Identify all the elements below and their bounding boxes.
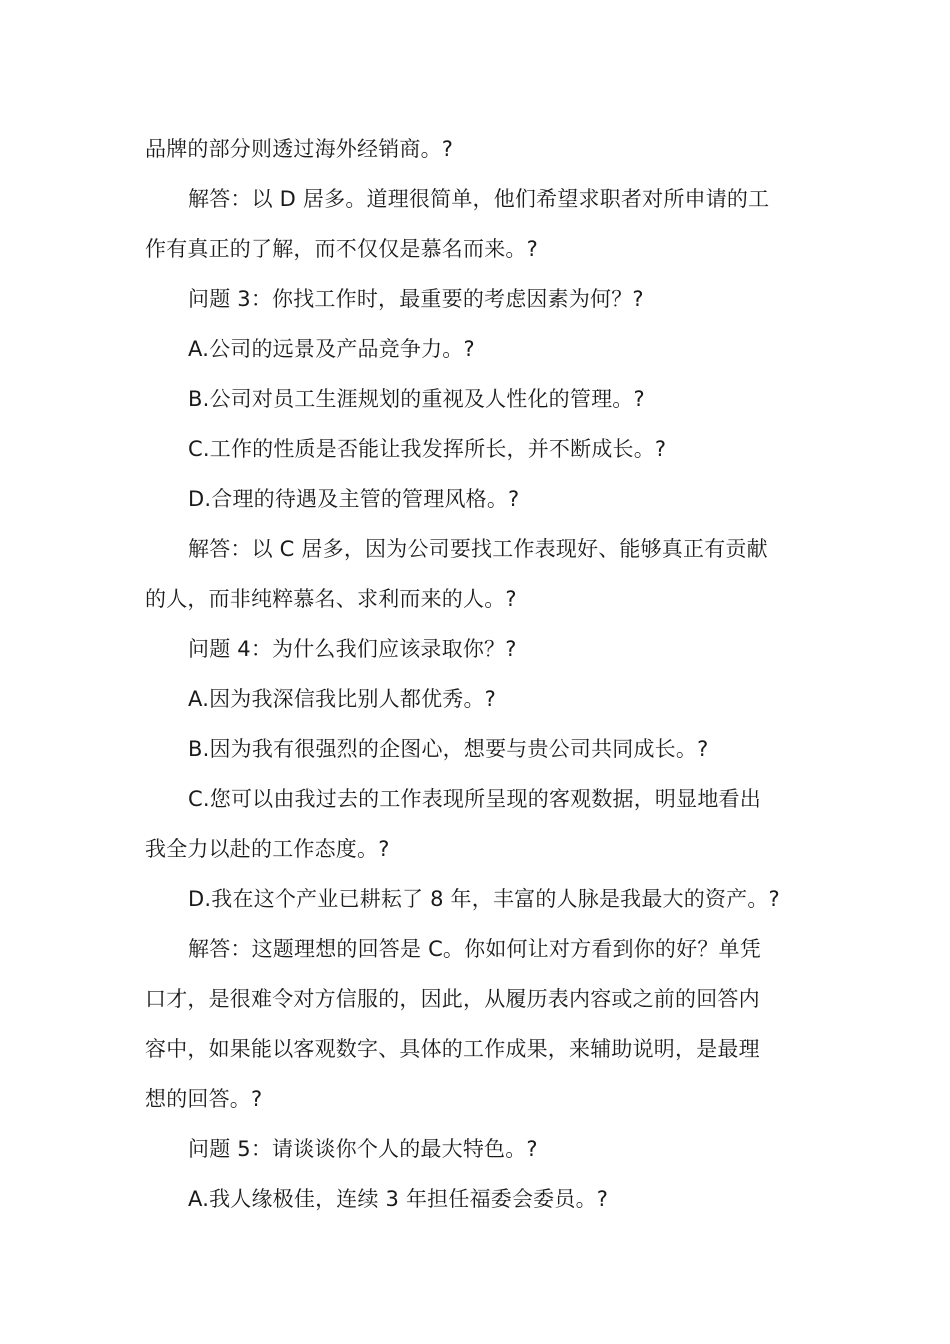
text-line: 作有真正的了解，而不仅仅是慕名而来。? bbox=[145, 237, 538, 261]
answer-paragraph-line: 解答：这题理想的回答是 C。你如何让对方看到你的好？单凭 bbox=[188, 937, 761, 961]
option-c: C.工作的性质是否能让我发挥所长，并不断成长。? bbox=[188, 437, 667, 461]
option-b: B.公司对员工生涯规划的重视及人性化的管理。? bbox=[188, 387, 645, 411]
question-heading: 问题 4：为什么我们应该录取你？? bbox=[188, 637, 517, 661]
text-line: 口才，是很难令对方信服的，因此，从履历表内容或之前的回答内 bbox=[145, 987, 760, 1011]
question-heading: 问题 5：请谈谈你个人的最大特色。? bbox=[188, 1137, 538, 1161]
option-a: A.公司的远景及产品竞争力。? bbox=[188, 337, 475, 361]
text-line: 的人，而非纯粹慕名、求利而来的人。? bbox=[145, 587, 517, 611]
option-a: A.因为我深信我比别人都优秀。? bbox=[188, 687, 497, 711]
option-b: B.因为我有很强烈的企图心，想要与贵公司共同成长。? bbox=[188, 737, 709, 761]
text-line: 想的回答。? bbox=[145, 1087, 263, 1111]
option-d: D.我在这个产业已耕耘了 8 年，丰富的人脉是我最大的资产。? bbox=[188, 887, 780, 911]
text-line: 我全力以赴的工作态度。? bbox=[145, 837, 390, 861]
option-a: A.我人缘极佳，连续 3 年担任福委会委员。? bbox=[188, 1187, 609, 1211]
text-line: 容中，如果能以客观数字、具体的工作成果，来辅助说明，是最理 bbox=[145, 1037, 760, 1061]
question-heading: 问题 3：你找工作时，最重要的考虑因素为何？? bbox=[188, 287, 644, 311]
option-d: D.合理的待遇及主管的管理风格。? bbox=[188, 487, 520, 511]
answer-paragraph-line: 解答：以 C 居多，因为公司要找工作表现好、能够真正有贡献 bbox=[188, 537, 768, 561]
text-line: 品牌的部分则透过海外经销商。? bbox=[145, 137, 454, 161]
option-c: C.您可以由我过去的工作表现所呈现的客观数据，明显地看出 bbox=[188, 787, 761, 811]
answer-paragraph-line: 解答：以 D 居多。道理很简单，他们希望求职者对所申请的工 bbox=[188, 187, 770, 211]
